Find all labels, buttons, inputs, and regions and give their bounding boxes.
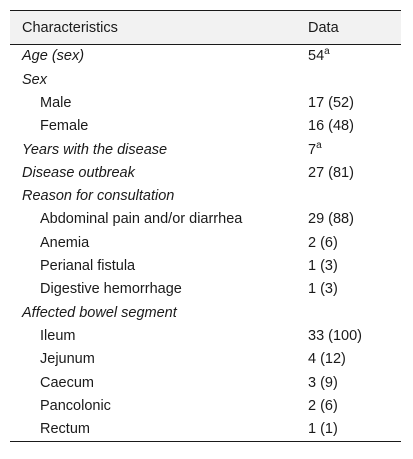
row-label: Affected bowel segment — [22, 304, 177, 321]
table-body — [10, 45, 401, 442]
row-label: Female — [40, 118, 89, 135]
table-row — [10, 418, 401, 442]
row-value-text: 7 — [308, 141, 317, 158]
table-row — [10, 185, 401, 208]
table-row — [10, 208, 401, 231]
table-row — [10, 394, 401, 417]
row-value — [308, 325, 401, 348]
characteristics-table-container — [10, 10, 401, 442]
row-label: Years with the disease — [22, 141, 168, 158]
row-label: Jejunum — [40, 351, 95, 368]
row-value-text: 2 (6) — [308, 397, 338, 414]
row-value — [308, 301, 401, 324]
row-value — [308, 115, 401, 138]
row-label: Disease outbreak — [22, 164, 135, 181]
table-row — [10, 301, 401, 324]
row-value — [308, 348, 401, 371]
row-value-text: 17 (52) — [308, 94, 354, 111]
row-value-text: 4 (12) — [308, 351, 346, 368]
row-label: Caecum — [40, 374, 94, 391]
footnote-marker: a — [324, 46, 330, 58]
row-value-text: 33 (100) — [308, 327, 363, 344]
row-value — [308, 394, 401, 417]
row-label: Reason for consultation — [22, 188, 175, 205]
row-label: Ileum — [40, 327, 76, 344]
row-value — [308, 185, 401, 208]
table-row — [10, 45, 401, 69]
row-value — [308, 208, 401, 231]
table-row — [10, 371, 401, 394]
row-label: Age (sex) — [10, 45, 308, 69]
row-value — [308, 92, 401, 115]
row-value-text: 27 (81) — [308, 164, 354, 181]
row-value-text: 3 (9) — [308, 374, 338, 391]
row-value — [308, 371, 401, 394]
table-row — [10, 115, 401, 138]
row-value-text: 1 (3) — [308, 281, 338, 298]
row-label: Anemia — [40, 234, 90, 251]
table-header-row — [10, 11, 401, 45]
row-value — [308, 68, 401, 91]
row-value-text: 29 (88) — [308, 211, 354, 228]
row-value — [308, 418, 401, 442]
table-row — [10, 161, 401, 184]
table-row — [10, 348, 401, 371]
row-value-text: 1 (3) — [308, 258, 338, 275]
row-label: Perianal fistula — [40, 258, 136, 275]
header-data: Data — [308, 19, 339, 36]
characteristics-table — [10, 10, 401, 442]
table-row — [10, 325, 401, 348]
row-label: Pancolonic — [40, 397, 111, 414]
row-label: Digestive hemorrhage — [40, 281, 182, 298]
footnote-marker: a — [316, 139, 322, 151]
row-value-text: 2 (6) — [308, 234, 338, 251]
row-value — [308, 278, 401, 301]
row-label: Rectum — [10, 418, 308, 442]
table-row — [10, 255, 401, 278]
table-row — [10, 68, 401, 91]
row-value-text: 54 — [308, 48, 325, 65]
row-value — [308, 255, 401, 278]
row-label: Male — [40, 94, 72, 111]
row-value-text: 16 (48) — [308, 118, 354, 135]
table-row — [10, 278, 401, 301]
row-value — [308, 231, 401, 254]
header-characteristics: Characteristics — [22, 19, 118, 36]
table-row — [10, 138, 401, 161]
table-row — [10, 231, 401, 254]
row-label: Abdominal pain and/or diarrhea — [40, 211, 243, 228]
table-row — [10, 92, 401, 115]
row-value — [308, 138, 401, 161]
row-value — [308, 161, 401, 184]
row-label: Sex — [22, 71, 47, 88]
row-value-text: 1 (1) — [308, 421, 338, 438]
row-value — [308, 45, 401, 69]
